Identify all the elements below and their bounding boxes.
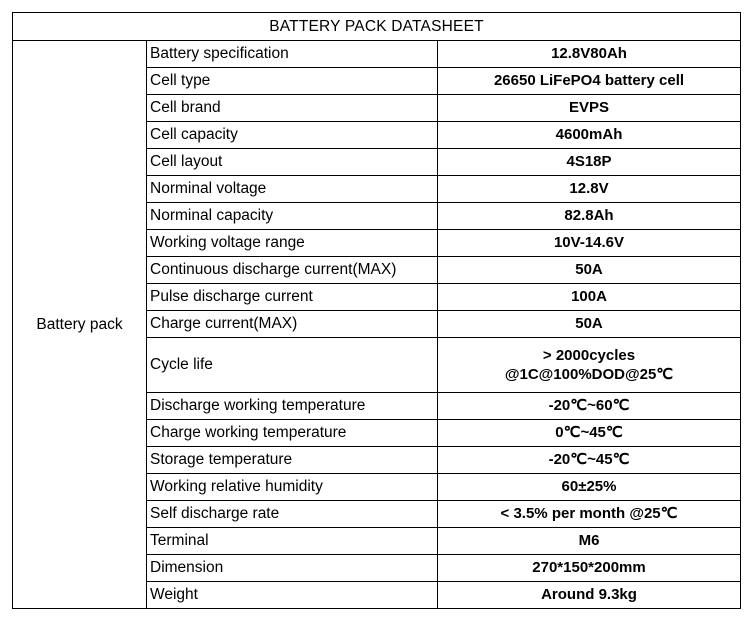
spec-value: Around 9.3kg (438, 582, 741, 609)
spec-value (438, 338, 741, 393)
spec-label: Terminal (147, 528, 438, 555)
spec-value: 12.8V (438, 176, 741, 203)
spec-value: 100A (438, 284, 741, 311)
spec-label: Self discharge rate (147, 501, 438, 528)
spec-value: 4S18P (438, 149, 741, 176)
spec-value: 12.8V80Ah (438, 41, 741, 68)
datasheet-table (12, 12, 741, 609)
spec-label: Working relative humidity (147, 474, 438, 501)
spec-label: Dimension (147, 555, 438, 582)
spec-value-line: @1C@100%DOD@25℃ (504, 366, 674, 383)
spec-value: -20℃~45℃ (438, 447, 741, 474)
spec-label: Charge current(MAX) (147, 311, 438, 338)
spec-value: 50A (438, 257, 741, 284)
datasheet-title: BATTERY PACK DATASHEET (13, 13, 741, 41)
spec-value: 270*150*200mm (438, 555, 741, 582)
table-row (13, 41, 741, 68)
spec-value: 50A (438, 311, 741, 338)
spec-value: 26650 LiFePO4 battery cell (438, 68, 741, 95)
spec-label: Continuous discharge current(MAX) (147, 257, 438, 284)
spec-value: < 3.5% per month @25℃ (438, 501, 741, 528)
spec-value: M6 (438, 528, 741, 555)
spec-label: Storage temperature (147, 447, 438, 474)
spec-value: 10V-14.6V (438, 230, 741, 257)
spec-value: 0℃~45℃ (438, 420, 741, 447)
spec-label: Pulse discharge current (147, 284, 438, 311)
spec-label: Battery specification (147, 41, 438, 68)
group-label-battery-pack: Battery pack (13, 41, 147, 609)
spec-value: EVPS (438, 95, 741, 122)
spec-label: Norminal voltage (147, 176, 438, 203)
spec-label: Charge working temperature (147, 420, 438, 447)
spec-label: Weight (147, 582, 438, 609)
spec-value-line: > 2000cycles (542, 347, 636, 364)
spec-label: Cell layout (147, 149, 438, 176)
spec-label: Working voltage range (147, 230, 438, 257)
spec-label: Cell type (147, 68, 438, 95)
spec-label: Cycle life (147, 338, 438, 393)
spec-label: Discharge working temperature (147, 393, 438, 420)
spec-value: -20℃~60℃ (438, 393, 741, 420)
spec-value: 4600mAh (438, 122, 741, 149)
spec-value: 60±25% (438, 474, 741, 501)
spec-label: Cell capacity (147, 122, 438, 149)
spec-label: Cell brand (147, 95, 438, 122)
spec-label: Norminal capacity (147, 203, 438, 230)
title-row (13, 13, 741, 41)
spec-value: 82.8Ah (438, 203, 741, 230)
